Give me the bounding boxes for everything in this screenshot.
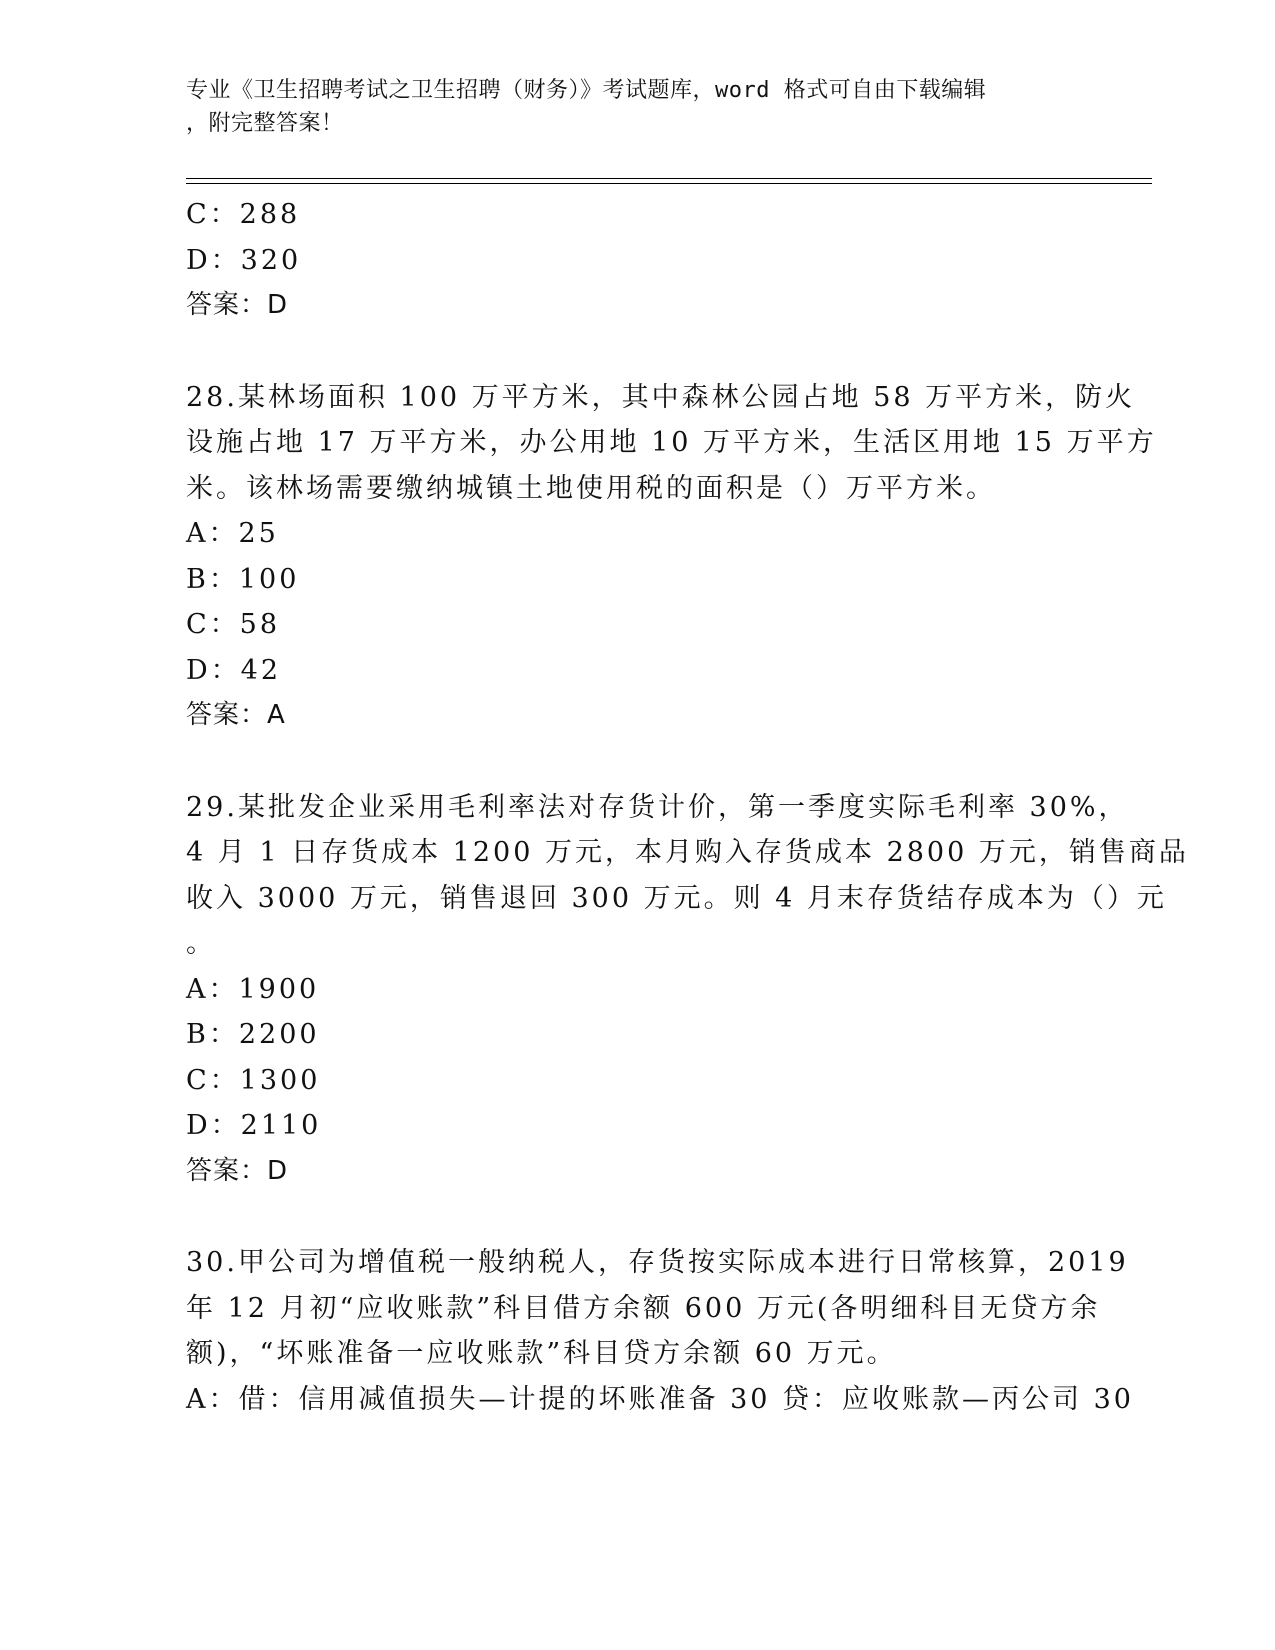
header-title-line-2: ，附完整答案！ xyxy=(186,111,344,136)
answer-line: 答案：A xyxy=(186,700,286,730)
answer-line: 答案：D xyxy=(186,1155,289,1186)
option-d: D：2110 xyxy=(186,1110,322,1141)
question-stem-line: 30.甲公司为增值税一般纳税人，存货按实际成本进行日常核算，2019 xyxy=(186,1247,1129,1278)
question-stem-line: 额)，“坏账准备一应收账款”科目贷方余额 60 万元。 xyxy=(186,1338,897,1369)
header-rule-top xyxy=(186,178,1152,179)
header-title-line-1: 专业《卫生招聘考试之卫生招聘（财务）》考试题库，word 格式可自由下载编辑 xyxy=(186,78,987,103)
question-stem-line: 米。该林场需要缴纳城镇土地使用税的面积是（）万平方米。 xyxy=(186,472,996,504)
question-spacer xyxy=(186,1194,1086,1240)
question-29 xyxy=(186,785,1189,1195)
answer-line: 答案：D xyxy=(186,290,289,320)
header-rule-bottom xyxy=(186,183,1152,184)
question-stem-line: 年 12 月初“应收账款”科目借方余额 600 万元(各明细科目无贷方余 xyxy=(186,1292,1101,1324)
option-a: A：借：信用减值损失—计提的坏账准备 30 贷：应收账款—丙公司 30 xyxy=(186,1383,1134,1415)
question-30 xyxy=(186,1240,1134,1422)
option-c: C：288 xyxy=(186,199,301,230)
question-27-tail xyxy=(186,192,1086,329)
option-a: A：1900 xyxy=(186,973,320,1005)
option-c: C：1300 xyxy=(186,1064,321,1096)
question-stem-line: 4 月 1 日存货成本 1200 万元，本月购入存货成本 2800 万元，销售商品 xyxy=(186,837,1189,868)
question-stem-line: 28.某林场面积 100 万平方米，其中森林公园占地 58 万平方米，防火 xyxy=(186,381,1136,413)
option-a: A：25 xyxy=(186,518,279,549)
question-spacer xyxy=(186,329,1086,375)
option-b: B：100 xyxy=(186,563,300,595)
question-stem-line: 29.某批发企业采用毛利率法对存货计价，第一季度实际毛利率 30%， xyxy=(186,791,1129,823)
question-28 xyxy=(186,375,1157,739)
question-stem-line: 。 xyxy=(186,928,216,959)
option-d: D：42 xyxy=(186,654,282,686)
document-header xyxy=(186,74,1066,140)
question-spacer xyxy=(186,739,1086,785)
option-b: B：2200 xyxy=(186,1019,320,1050)
document-body xyxy=(186,192,1189,1422)
question-stem-line: 设施占地 17 万平方米，办公用地 10 万平方米，生活区用地 15 万平方 xyxy=(186,427,1157,458)
option-d: D：320 xyxy=(186,244,302,276)
option-c: C：58 xyxy=(186,609,281,640)
question-stem-line: 收入 3000 万元，销售退回 300 万元。则 4 月末存货结存成本为（）元 xyxy=(186,882,1167,914)
